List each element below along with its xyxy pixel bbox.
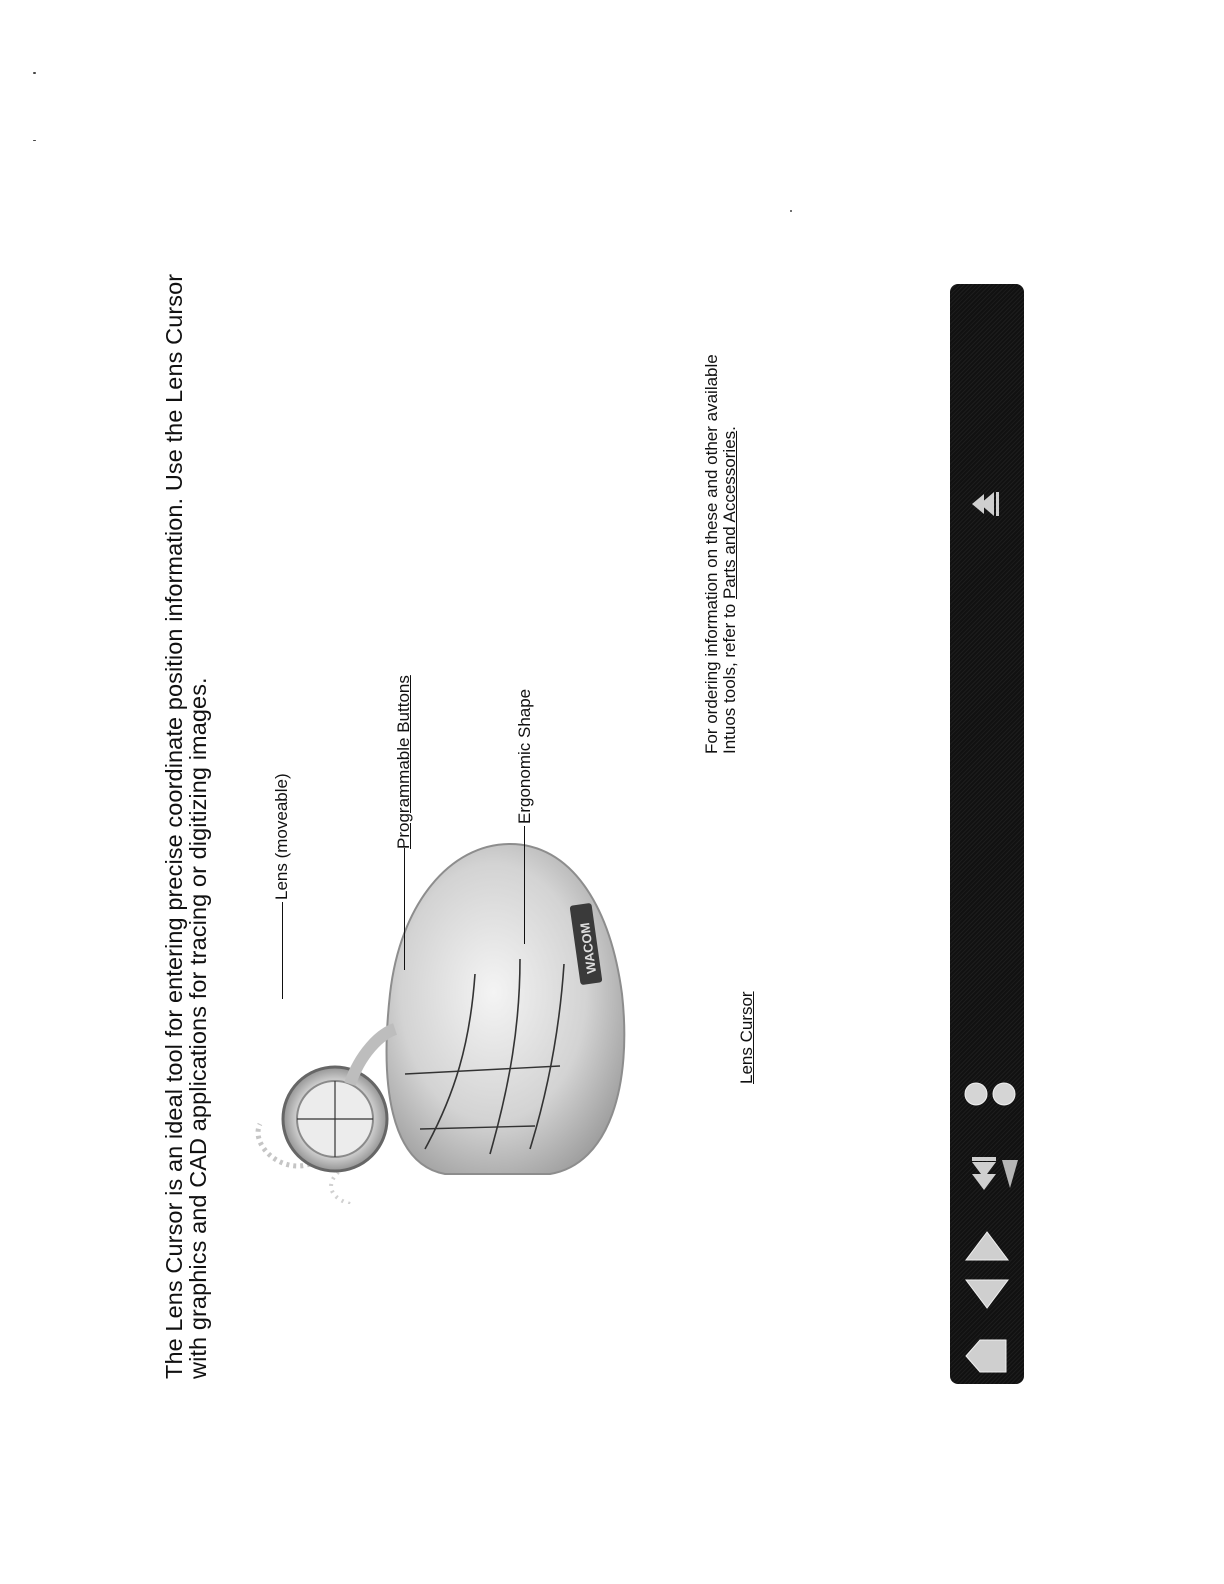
intro-line-1: The Lens Cursor is an ideal tool for entering precise coordinate position information. Use the Lens Cursor [161,273,187,1379]
up-button[interactable] [950,484,1024,524]
cursor-body [387,844,625,1174]
up-arrow-icon [950,484,1024,524]
intro-line-2: with graphics and CAD applications for tracing or digitizing images. [185,677,211,1379]
shape-leader-line [524,826,525,944]
ordering-line-2-suffix: . [720,426,739,431]
buttons-leader-line [404,848,405,970]
previous-page-button[interactable] [950,1274,1024,1314]
back-button[interactable] [950,1154,1024,1194]
brand-mark: WACOM [577,921,600,975]
ergonomic-shape-label: Ergonomic Shape [515,688,534,824]
index-button[interactable] [950,1074,1024,1114]
programmable-buttons-link[interactable]: Programmable Buttons [394,675,413,849]
lens-leader-line [282,902,283,999]
ordering-line-1: For ordering information on these and other available [702,354,721,754]
ordering-info [703,354,739,754]
intro-paragraph [162,199,210,1379]
navigation-bar [950,284,1024,1384]
next-page-button[interactable] [950,1226,1024,1266]
left-arrow-icon [950,1274,1024,1314]
back-icon [950,1154,1024,1194]
right-arrow-icon [950,1226,1024,1266]
lens-cursor-illustration [230,784,750,1204]
home-button[interactable] [950,1336,1024,1376]
ordering-line-2-prefix: Intuos tools, refer to [720,599,739,754]
lens-cursor-link[interactable]: Lens Cursor [737,991,756,1084]
home-icon [950,1336,1024,1376]
lens-label: Lens (moveable) [272,773,291,900]
index-icon [950,1074,1024,1114]
parts-and-accessories-link[interactable]: Parts and Accessories [720,430,739,600]
